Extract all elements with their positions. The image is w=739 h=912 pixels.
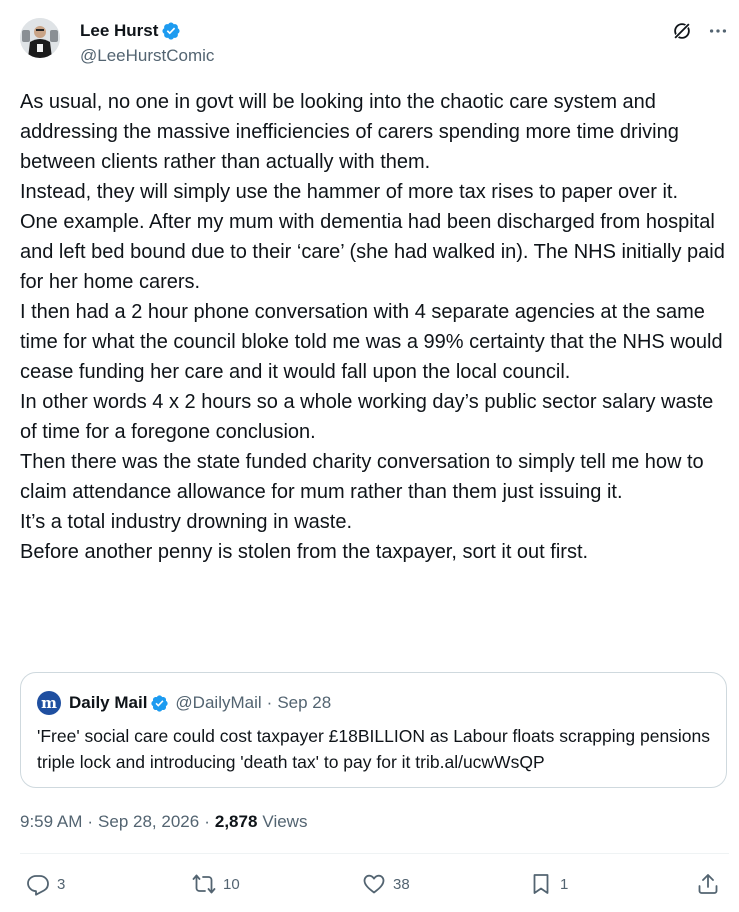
views-count: 2,878 bbox=[214, 812, 258, 831]
quoted-tweet[interactable] bbox=[20, 672, 727, 788]
quoted-tweet-text: 'Free' social care could cost taxpayer £18BILLION as Labour floats scrapping pensions triple lock and introducing 'death tax' to pay for it trib.al/ucwWsQP bbox=[37, 726, 711, 772]
verified-badge-icon[interactable] bbox=[161, 21, 181, 41]
tweet-header bbox=[20, 14, 729, 70]
quoted-tweet-header bbox=[37, 691, 331, 715]
tweet-paragraph: I then had a 2 hour phone conversation with 4 separate agencies at the same time for what the council bloke told me was a 99% certainty that the NHS would cease funding her care and it would fall upon the local council. bbox=[20, 301, 723, 383]
tweet-paragraph: As usual, no one in govt will be looking into the chaotic care system and addressing the massive inefficiencies of carers spending more time driving between clients rather than actually with them. bbox=[20, 91, 679, 173]
like-button[interactable] bbox=[362, 872, 410, 896]
separator-dot: · bbox=[204, 812, 210, 831]
heart-icon bbox=[362, 872, 386, 896]
reply-button[interactable] bbox=[26, 872, 65, 896]
quoted-avatar[interactable]: m bbox=[37, 691, 61, 715]
verified-badge-icon bbox=[150, 694, 169, 713]
bookmark-count: 1 bbox=[560, 875, 569, 893]
quoted-date[interactable]: Sep 28 bbox=[277, 693, 332, 712]
tweet-paragraph: Instead, they will simply use the hammer of more tax rises to paper over it. bbox=[20, 181, 679, 203]
tweet-paragraph: It’s a total industry drowning in waste. bbox=[20, 511, 353, 533]
avatar[interactable] bbox=[20, 18, 60, 58]
tweet-text bbox=[20, 87, 726, 567]
tweet-paragraph: Before another penny is stolen from the taxpayer, sort it out first. bbox=[20, 541, 589, 563]
author-handle[interactable]: @LeeHurstComic bbox=[80, 46, 215, 65]
repost-icon bbox=[192, 872, 216, 896]
bookmark-icon bbox=[529, 872, 553, 896]
quoted-display-name[interactable]: Daily Mail bbox=[69, 693, 148, 712]
tweet-paragraph: Then there was the state funded charity conversation to simply tell me how to claim attendance allowance for mum rather than them just issuing it. bbox=[20, 451, 704, 503]
reply-icon bbox=[26, 872, 50, 896]
bookmark-button[interactable] bbox=[529, 872, 568, 896]
separator-dot: · bbox=[87, 812, 94, 831]
tweet-meta bbox=[20, 810, 307, 834]
share-button[interactable] bbox=[696, 872, 720, 896]
action-bar bbox=[0, 866, 739, 906]
divider bbox=[20, 853, 729, 854]
tweet-time[interactable]: 9:59 AM bbox=[20, 812, 83, 831]
tweet-date[interactable]: Sep 28, 2026 bbox=[98, 812, 200, 831]
repost-count: 10 bbox=[223, 875, 240, 893]
repost-button[interactable] bbox=[192, 872, 240, 896]
grok-icon[interactable] bbox=[671, 20, 693, 42]
like-count: 38 bbox=[393, 875, 410, 893]
views-label: Views bbox=[262, 812, 308, 831]
author-info bbox=[80, 20, 214, 66]
header-actions bbox=[671, 20, 729, 42]
more-icon[interactable] bbox=[707, 20, 729, 42]
share-icon bbox=[696, 872, 720, 896]
reply-count: 3 bbox=[57, 875, 66, 893]
tweet-paragraph: In other words 4 x 2 hours so a whole working day’s public sector salary waste of time for a foregone conclusion. bbox=[20, 391, 714, 443]
author-display-name[interactable]: Lee Hurst bbox=[80, 21, 159, 40]
separator-dot: · bbox=[266, 693, 273, 712]
quoted-handle: @DailyMail bbox=[175, 693, 262, 712]
tweet-paragraph: One example. After my mum with dementia had been discharged from hospital and left bed bound due to their ‘care’ (she had walked in). The NHS initially paid for her home carers. bbox=[20, 211, 725, 293]
